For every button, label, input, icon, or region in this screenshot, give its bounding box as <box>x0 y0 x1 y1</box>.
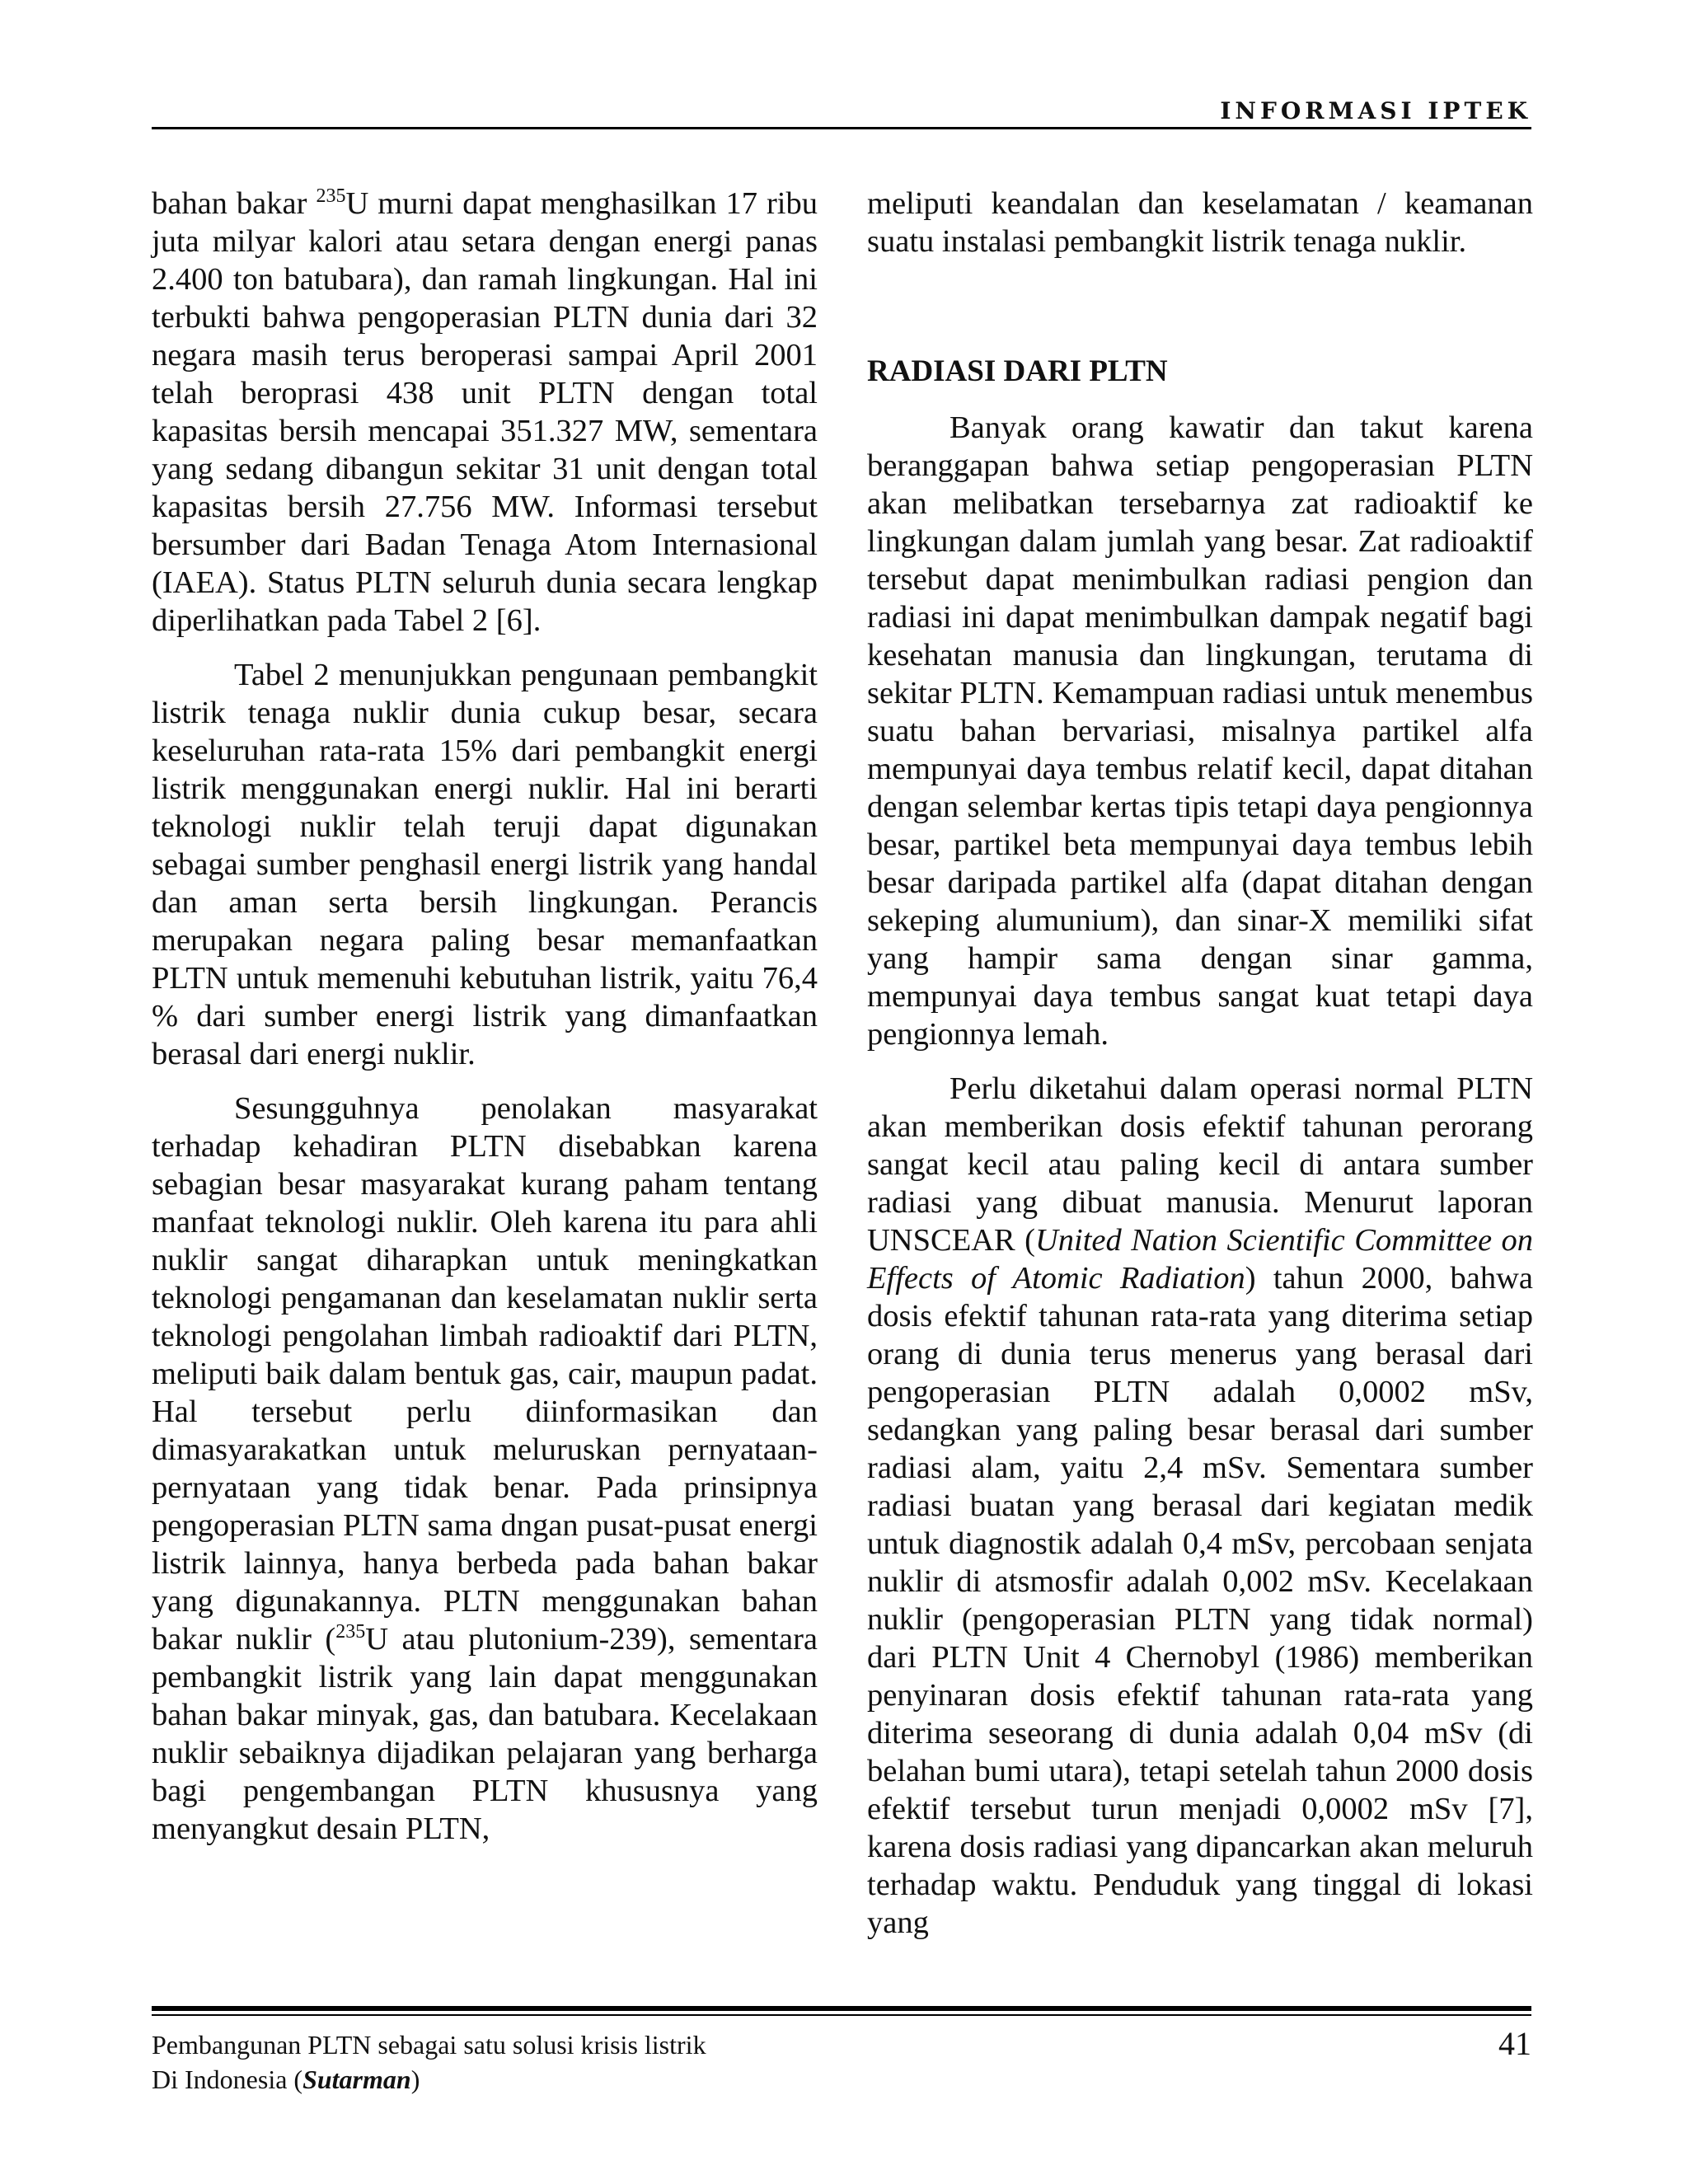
text-span: U atau plutonium-239), sementara pembangkit listrik yang lain dapat menggunakan bahan bakar minyak, gas, dan batubara. Kecelakaan nuklir sebaiknya dijadikan pelajaran yang berharga bagi pengembangan PLTN khususnya yang menyangkut desain PLTN, <box>152 1622 818 1846</box>
left-paragraph-2: Tabel 2 menunjukkan pengunaan pembangkit listrik tenaga nuklir dunia cukup besar, secara keseluruhan rata-rata 15% dari pembangkit energi listrik menggunakan energi nuklir. Hal ini berarti teknologi nuklir telah teruji dapat digunakan sebagai sumber penghasil energi listrik yang handal dan aman serta bersih lingkungan. Perancis merupakan negara paling besar memanfaatkan PLTN untuk memenuhi kebutuhan listrik, yaitu 76,4 % dari sumber energi listrik yang dimanfaatkan berasal dari energi nuklir. <box>152 658 818 1071</box>
italic-organization-name: United Nation Scientific Committee on Effects of Atomic Radiation <box>867 1223 1533 1296</box>
left-paragraph-1 <box>152 185 818 640</box>
text-span: Perlu diketahui dalam operasi normal PLTN akan memberikan dosis efektif tahunan perorang sangat kecil atau paling kecil di antara sumber radiasi yang dibuat manusia. Menurut laporan UNSCEAR ( <box>867 1071 1533 1258</box>
footer-author-line <box>152 2062 1141 2097</box>
footer-author: Sutarman <box>302 2064 411 2094</box>
left-column <box>152 185 818 1864</box>
footer-title-line: Pembangunan PLTN sebagai satu solusi krisis listrik <box>152 2030 706 2060</box>
right-paragraph-1: Banyak orang kawatir dan takut karena beranggapan bahwa setiap pengoperasian PLTN akan melibatkan tersebarnya zat radioaktif ke lingkungan dalam jumlah yang besar. Zat radioaktif tersebut dapat menimbulkan radiasi pengion dan radiasi ini dapat menimbulkan dampak negatif bagi kesehatan manusia dan lingkungan, terutama di sekitar PLTN. Kemampuan radiasi untuk menembus suatu bahan bervariasi, misalnya partikel alfa mempunyai daya tembus relatif kecil, dapat ditahan dengan selembar kertas tipis tetapi daya pengionnya besar, partikel beta mempunyai daya tembus lebih besar daripada partikel alfa (dapat ditahan dengan sekeping alumunium), dan sinar-X memiliki sifat yang hampir sama dengan sinar gamma, mempunyai daya tembus sangat kuat tetapi daya pengionnya lemah. <box>867 410 1533 1052</box>
text-span: ) tahun 2000, bahwa dosis efektif tahunan rata-rata yang diterima setiap orang di dunia terus menerus yang berasal dari pengoperasian PLTN adalah 0,0002 mSv, sedangkan yang paling besar berasal dari sumber radiasi alam, yaitu 2,4 mSv. Sementara sumber radiasi buatan yang berasal dari kegiatan medik untuk diagnostik adalah 0,4 mSv, percobaan senjata nuklir di atsmosfir adalah 0,002 mSv. Kecelakaan nuklir (pengoperasian PLTN yang tidak normal) dari PLTN Unit 4 Chernobyl (1986) memberikan penyinaran dosis efektif tahunan rata-rata yang diterima seseorang di dunia adalah 0,04 mSv (di belahan bumi utara), tetapi setelah tahun 2000 dosis efektif tersebut turun menjadi 0,0002 mSv [7], karena dosis radiasi yang dipancarkan akan meluruh terhadap waktu. Penduduk yang tinggal di lokasi yang <box>867 1261 1533 1940</box>
text-span: U murni dapat menghasilkan 17 ribu juta milyar kalori atau setara dengan energi panas 2.400 ton batubara), dan ramah lingkungan. Hal ini terbukti bahwa pengoperasian PLTN dunia dari 32 negara masih terus beroperasi sampai April 2001 telah beroprasi 438 unit PLTN dengan total kapasitas bersih mencapai 351.327 MW, sementara yang sedang dibangun sekitar 31 unit dengan total kapasitas bersih 27.756 MW. Informasi tersebut bersumber dari Badan Tenaga Atom Internasional (IAEA). Status PLTN seluruh dunia secara lengkap diperlihatkan pada Tabel 2 [6]. <box>152 186 818 638</box>
header-rule <box>152 127 1531 129</box>
footer-citation <box>152 2027 1141 2097</box>
left-paragraph-3 <box>152 1090 818 1848</box>
superscript-mass-number: 235 <box>316 185 346 207</box>
text-span: bahan bakar <box>152 186 316 221</box>
footer-rule-thin <box>152 2014 1531 2016</box>
footer-rule-thick <box>152 2006 1531 2011</box>
text-span: ) <box>410 2064 420 2094</box>
right-paragraph-0: meliputi keandalan dan keselamatan / keamanan suatu instalasi pembangkit listrik tenaga nuklir. <box>867 186 1533 259</box>
text-span: Sesungguhnya penolakan masyarakat terhadap kehadiran PLTN disebabkan karena sebagian besar masyarakat kurang paham tentang manfaat teknologi nuklir. Oleh karena itu para ahli nuklir sangat diharapkan untuk meningkatkan teknologi pengamanan dan keselamatan nuklir serta teknologi pengolahan limbah radioaktif dari PLTN, meliputi baik dalam bentuk gas, cair, maupun padat. Hal tersebut perlu diinformasikan dan dimasyarakatkan untuk meluruskan pernyataan-pernyataan yang tidak benar. Pada prinsipnya pengoperasian PLTN sama dngan pusat-pusat energi listrik lainnya, hanya berbeda pada bahan bakar yang digunakannya. PLTN menggunakan bahan bakar nuklir ( <box>152 1091 818 1657</box>
section-heading: RADIASI DARI PLTN <box>867 354 1168 388</box>
superscript-mass-number: 235 <box>335 1621 366 1643</box>
page-number: 41 <box>1498 2025 1531 2062</box>
right-paragraph-2 <box>867 1070 1533 1942</box>
running-header-title: INFORMASI IPTEK <box>1220 97 1531 124</box>
text-span: Di Indonesia ( <box>152 2064 303 2094</box>
right-column <box>867 185 1533 1958</box>
